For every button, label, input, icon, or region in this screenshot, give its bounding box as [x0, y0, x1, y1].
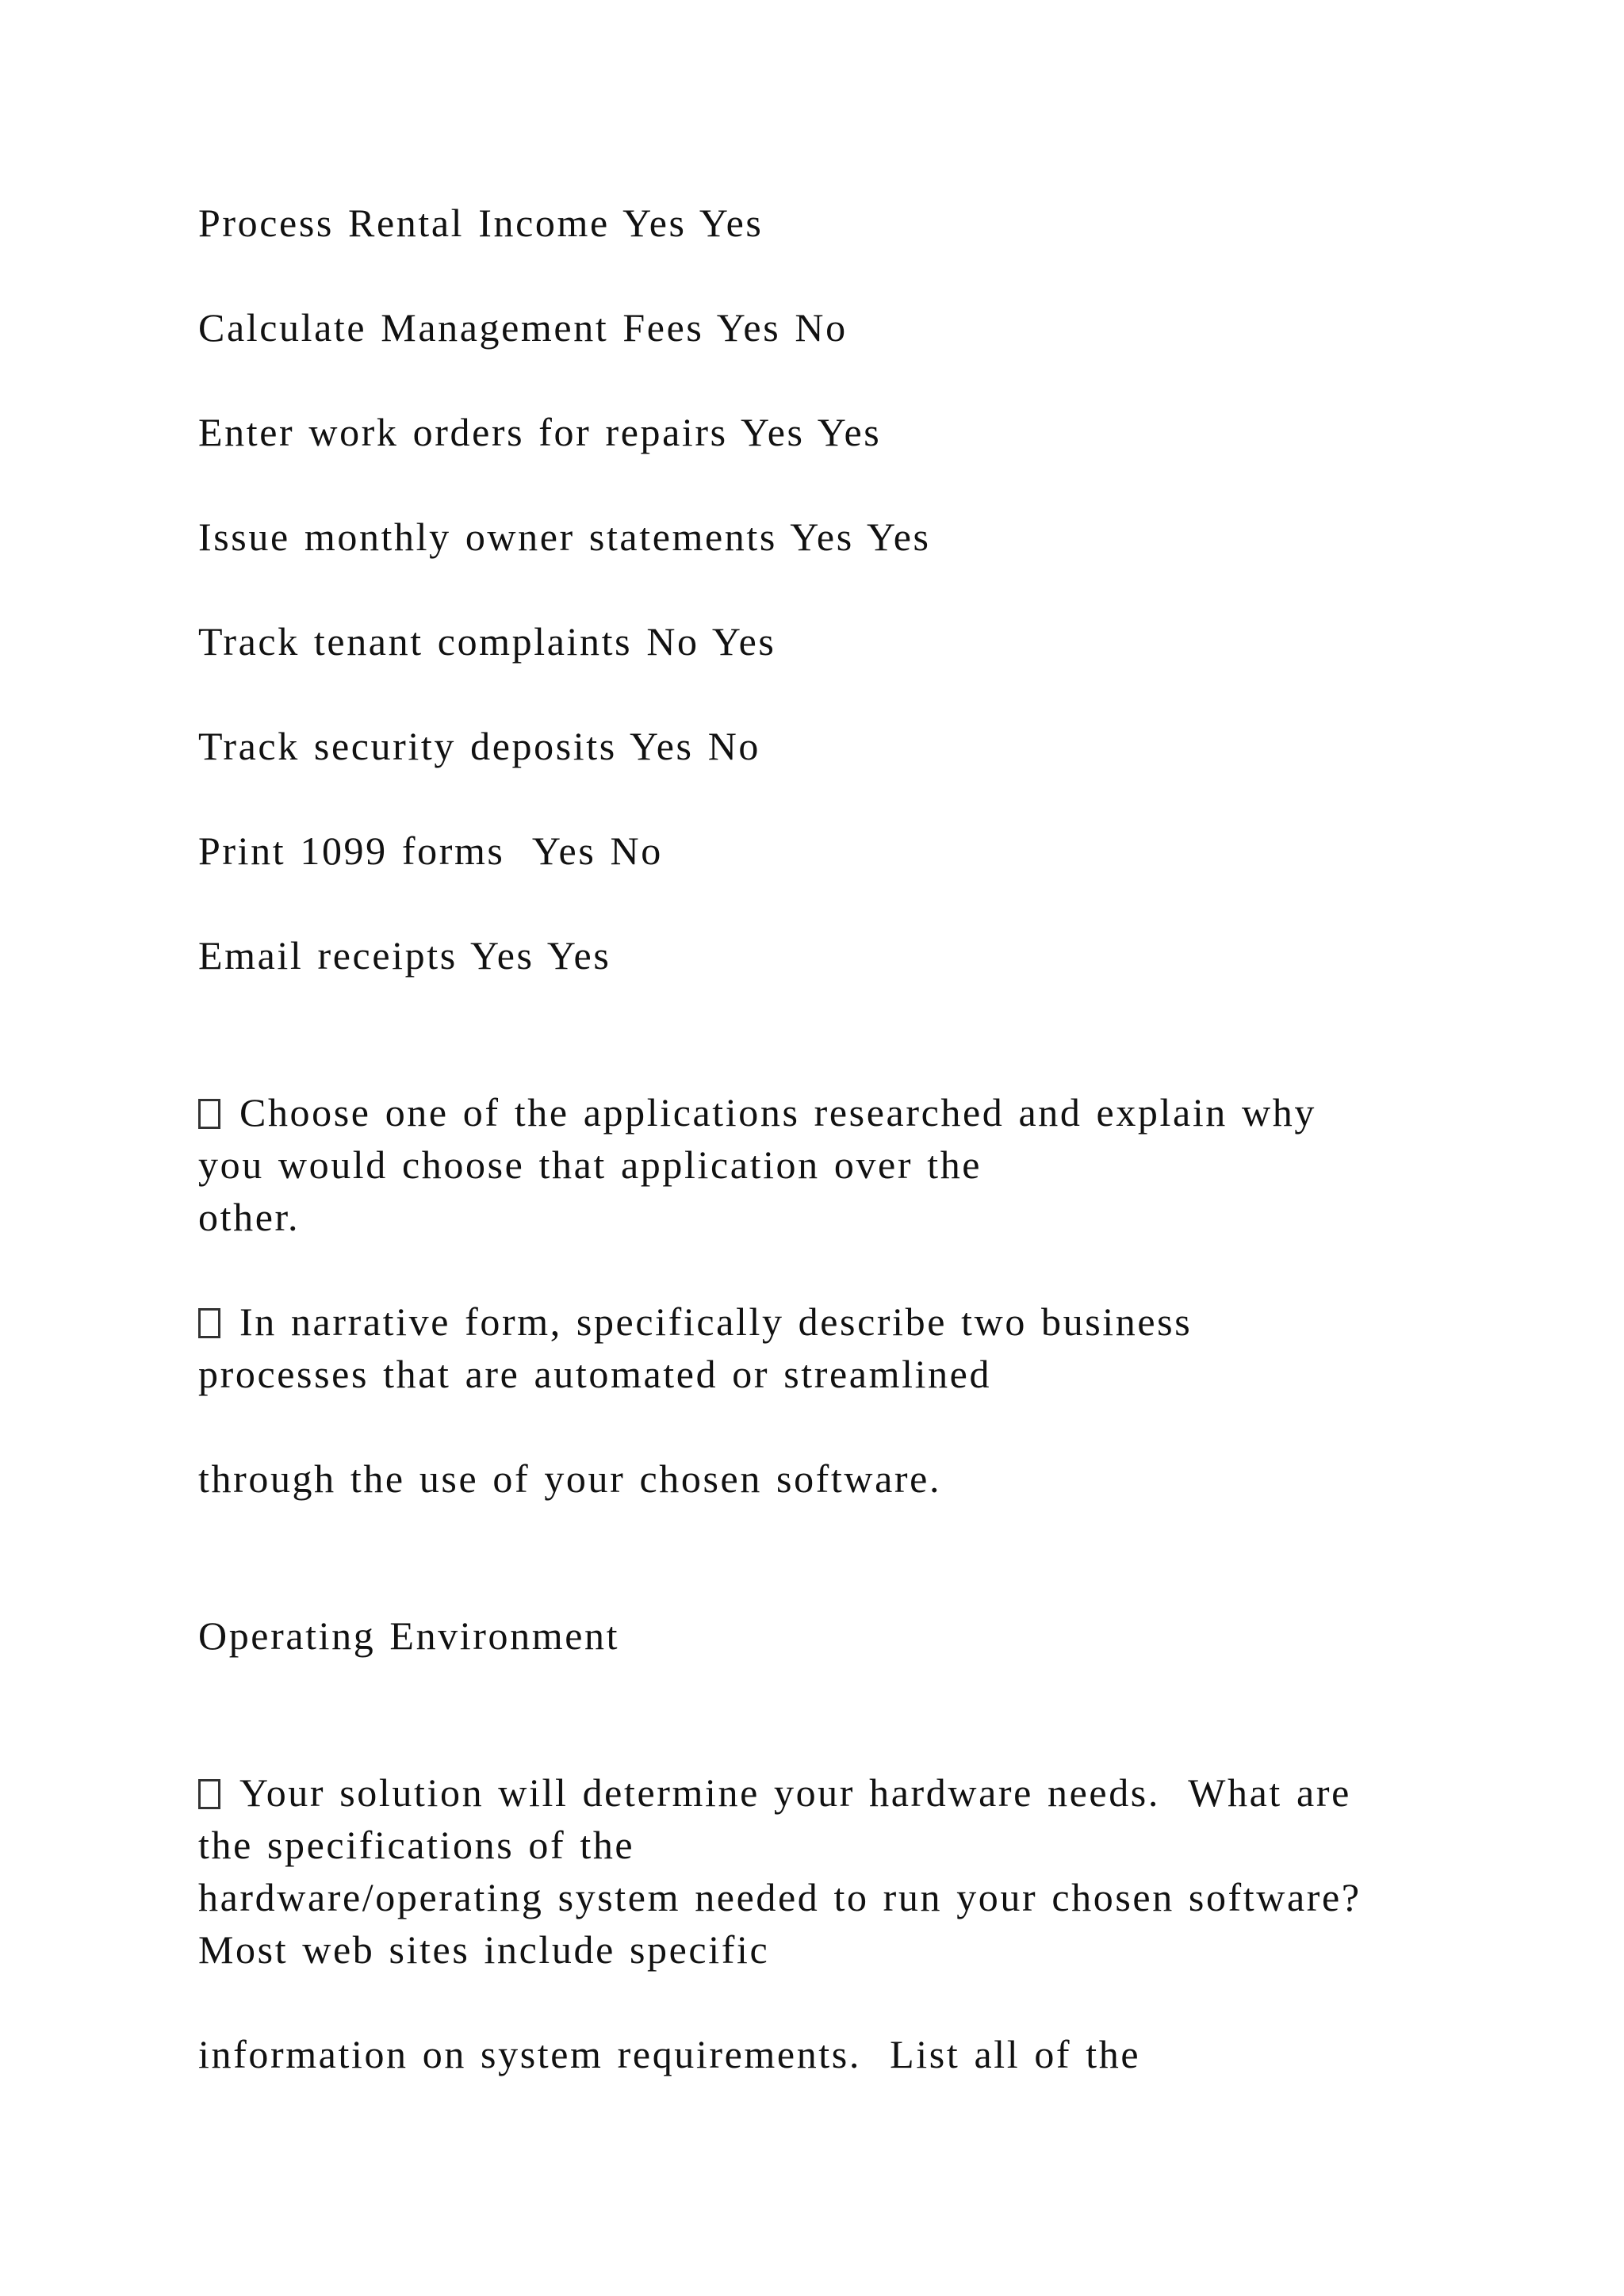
option-a-value: Yes	[716, 305, 781, 350]
bullet-choose-line3: other.	[198, 1195, 301, 1239]
table-row	[198, 720, 760, 772]
bullet-narrative-text: In narrative form, specifically describe two business	[239, 1299, 1193, 1344]
table-row	[198, 929, 611, 982]
feature-name: Process Rental Income	[198, 201, 610, 245]
option-a-value: Yes	[740, 410, 805, 454]
option-b-value: No	[610, 828, 663, 873]
section-heading: Operating Environment	[198, 1613, 620, 1658]
option-b-value: Yes	[867, 515, 931, 559]
table-row	[198, 615, 776, 668]
bullet-narrative-line3: through the use of your chosen software.	[198, 1456, 942, 1501]
bullet-hardware-line2: the specifications of the	[198, 1823, 635, 1867]
table-row	[198, 406, 881, 458]
missing-glyph-bullet-icon	[198, 1779, 220, 1809]
feature-name: Calculate Management Fees	[198, 305, 704, 350]
bullet-hardware-text: Your solution will determine your hardware needs. What are	[239, 1770, 1351, 1815]
bullet-hardware-line4: Most web sites include specific	[198, 1927, 770, 1972]
feature-name: Print 1099 forms	[198, 828, 519, 873]
option-b-value: Yes	[699, 201, 764, 245]
option-a-value: Yes	[622, 201, 687, 245]
missing-glyph-bullet-icon	[198, 1308, 220, 1338]
bullet-hardware-line5: information on system requirements. List all of the	[198, 2032, 1141, 2076]
option-a-value: Yes	[470, 933, 534, 978]
feature-name: Email receipts	[198, 933, 458, 978]
option-b-value: Yes	[817, 410, 882, 454]
option-b-value: No	[795, 305, 848, 350]
table-row	[198, 825, 663, 877]
bullet-narrative-line2: processes that are automated or streamlined	[198, 1352, 992, 1396]
table-row	[198, 197, 763, 249]
feature-name: Track tenant complaints	[198, 619, 633, 664]
table-row	[198, 301, 848, 354]
option-b-value: No	[707, 724, 761, 768]
bullet-hardware-line3: hardware/operating system needed to run your chosen software?	[198, 1875, 1362, 1919]
option-a-value: Yes	[790, 515, 854, 559]
option-b-value: Yes	[711, 619, 776, 664]
option-a-value: Yes	[630, 724, 694, 768]
missing-glyph-bullet-icon	[198, 1099, 220, 1129]
table-row	[198, 511, 931, 563]
feature-name: Issue monthly owner statements	[198, 515, 777, 559]
option-a-value: No	[646, 619, 699, 664]
bullet-choose-text: Choose one of the applications researched and explain why	[239, 1090, 1316, 1135]
feature-name: Track security deposits	[198, 724, 617, 768]
option-a-value: Yes	[531, 828, 596, 873]
bullet-choose-line1	[198, 1086, 1316, 1138]
bullet-choose-line2: you would choose that application over the	[198, 1142, 982, 1187]
bullet-hardware-line1	[198, 1766, 1351, 1819]
bullet-narrative-line1	[198, 1295, 1192, 1348]
option-b-value: Yes	[546, 933, 611, 978]
feature-name: Enter work orders for repairs	[198, 410, 728, 454]
